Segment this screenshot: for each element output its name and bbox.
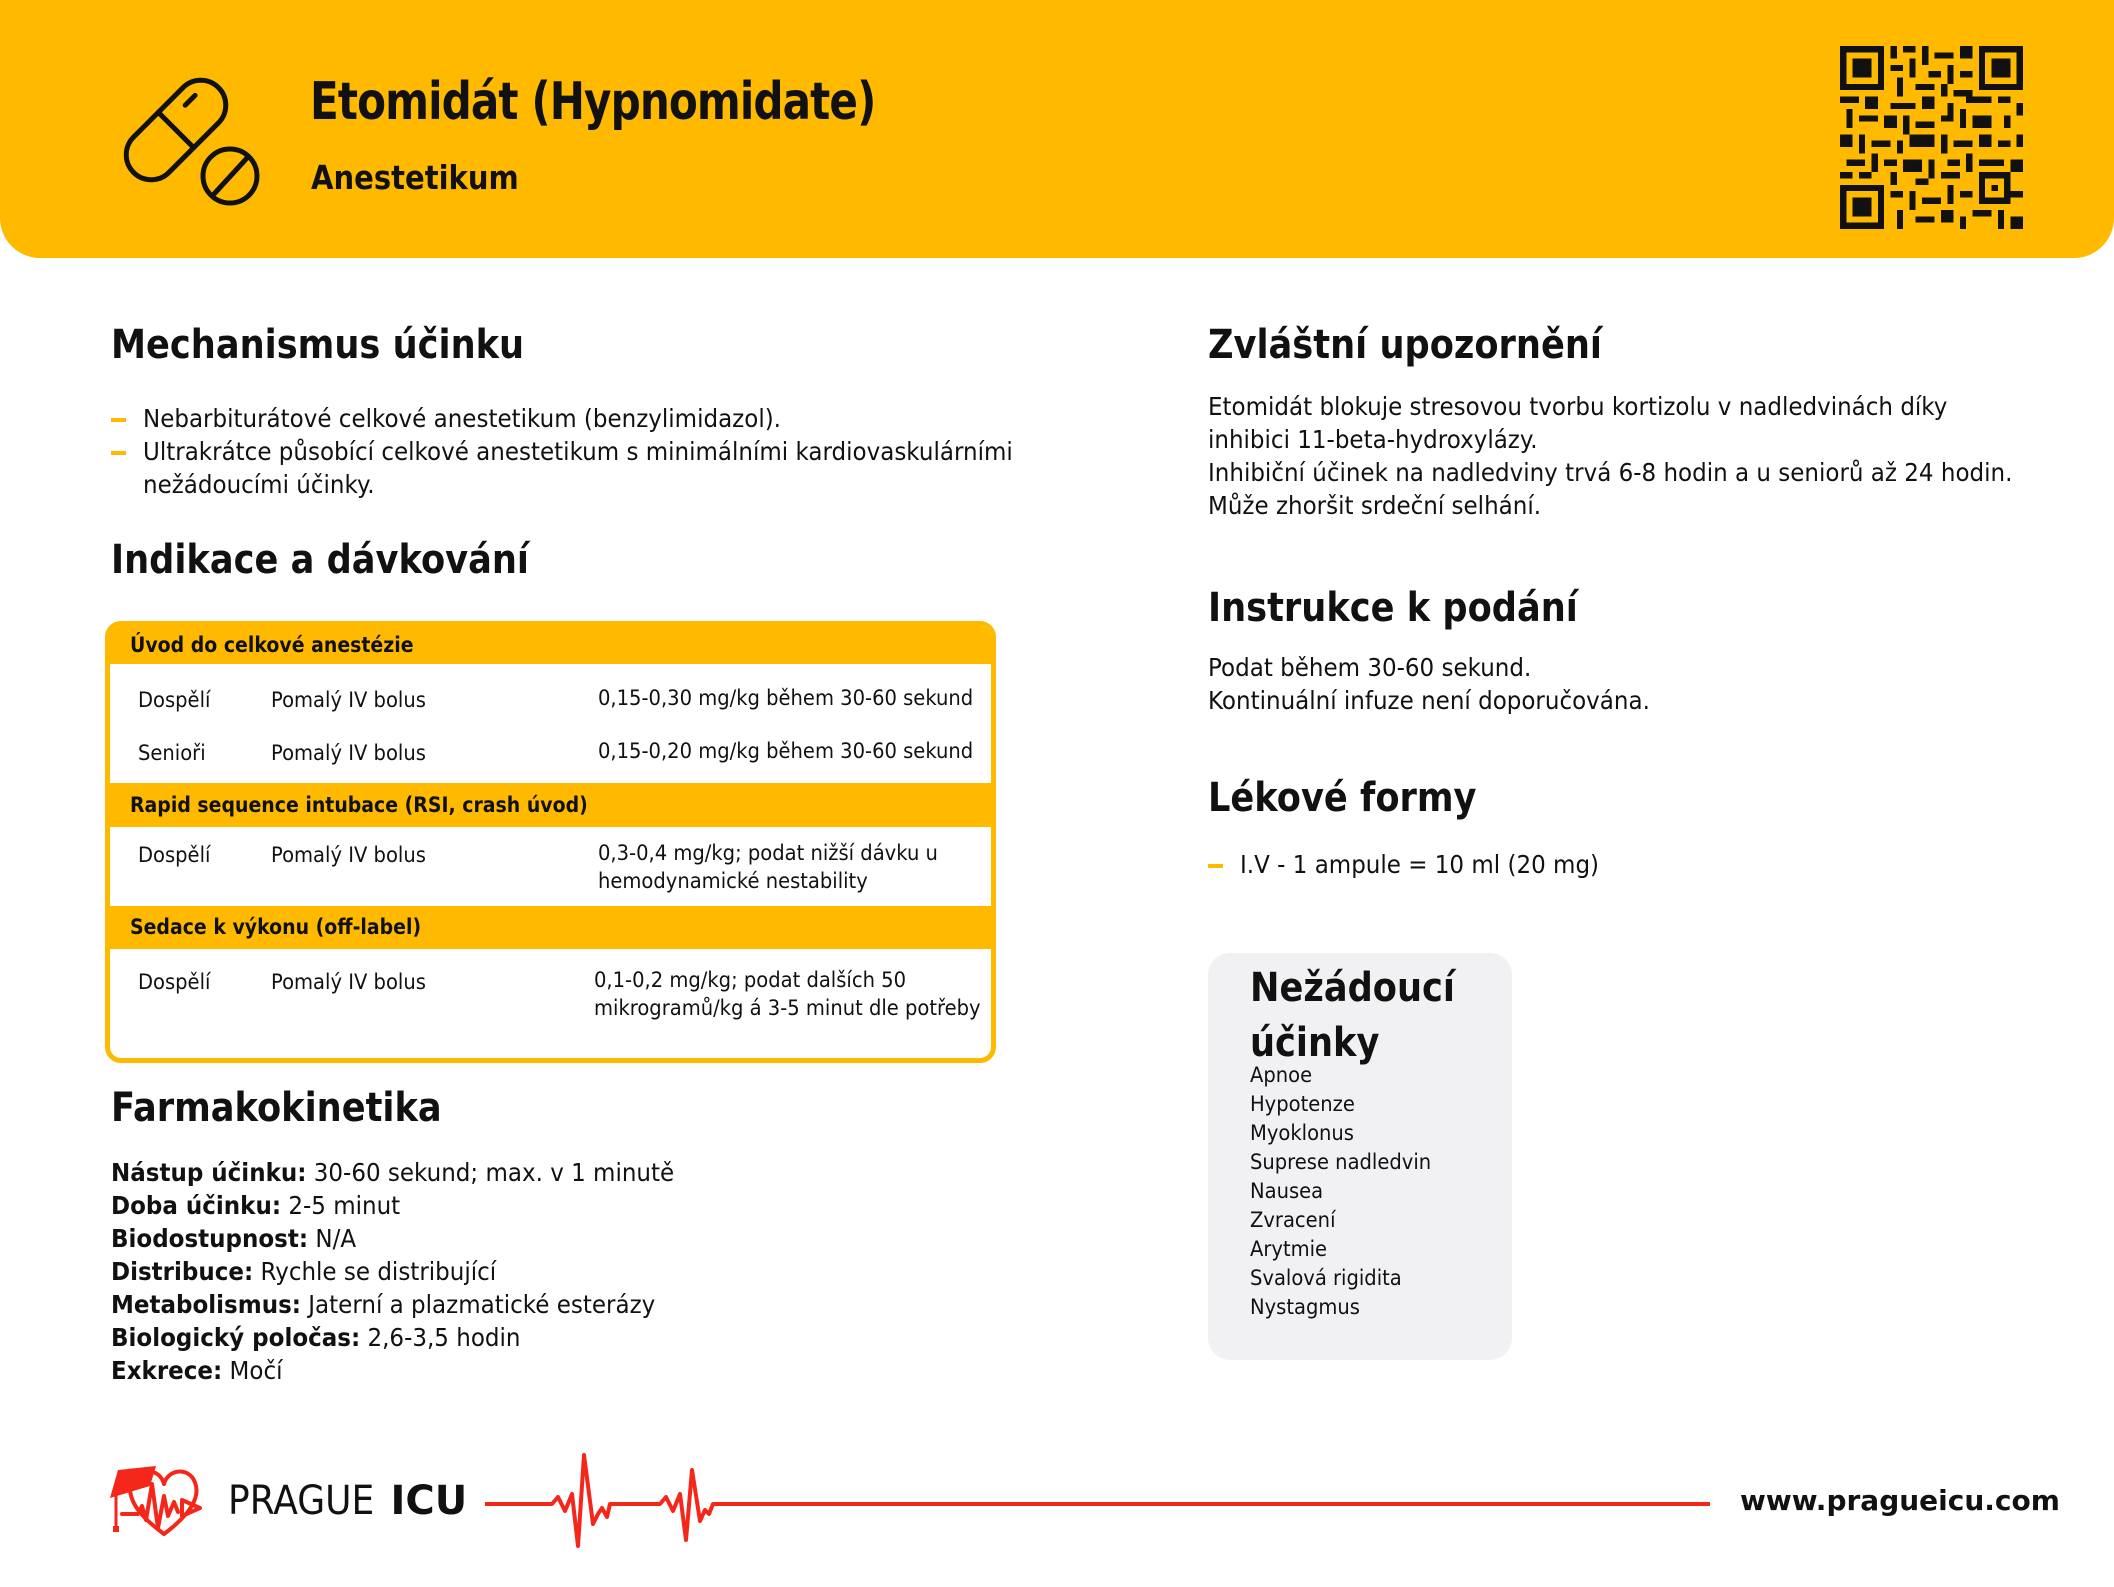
pk-row: Distribuce: Rychle se distribující (111, 1257, 497, 1286)
dose-population: Dospělí (138, 970, 211, 994)
warnings-heading: Zvláštní upozornění (1208, 322, 1602, 368)
adverse-effect-item: Nystagmus (1250, 1295, 1360, 1319)
brand-name: PRAGUEICU (228, 1478, 468, 1524)
dosing-table (105, 621, 996, 1063)
pk-row: Exkrece: Močí (111, 1356, 283, 1385)
dosing-group-header: Sedace k výkonu (off-label) (110, 906, 991, 949)
dose-value: 0,15-0,30 mg/kg během 30-60 sekund (598, 686, 974, 710)
dose-value: 0,3-0,4 mg/kg; podat nižší dávku u (598, 841, 938, 865)
adverse-effect-item: Zvracení (1250, 1208, 1336, 1232)
dose-value: 0,15-0,20 mg/kg během 30-60 sekund (598, 739, 974, 763)
mechanism-heading: Mechanismus účinku (111, 322, 525, 368)
pk-row: Nástup účinku: 30-60 sekund; max. v 1 minutě (111, 1158, 675, 1187)
forms-heading: Lékové formy (1208, 775, 1477, 821)
adverse-effects-list (1250, 1061, 1445, 1322)
drug-title: Etomidát (Hypnomidate) (310, 72, 876, 132)
dose-value: hemodynamické nestability (598, 869, 868, 893)
mechanism-item: Ultrakrátce působící celkové anestetikum s minimálními kardiovaskulárními nežádoucími účinky. (111, 435, 1088, 501)
qr-code-icon[interactable] (1840, 46, 2023, 229)
pharmacokinetics-list (111, 1156, 723, 1387)
adverse-effect-item: Apnoe (1250, 1063, 1313, 1087)
forms-list (1208, 848, 1630, 881)
dosing-heading: Indikace a dávkování (111, 537, 529, 583)
dose-route: Pomalý IV bolus (271, 843, 426, 867)
dose-population: Dospělí (138, 688, 211, 712)
pk-row: Metabolismus: Jaterní a plazmatické esterázy (111, 1290, 656, 1319)
dose-route: Pomalý IV bolus (271, 970, 426, 994)
adverse-effect-item: Suprese nadledvin (1250, 1150, 1432, 1174)
bullet-dash-icon (111, 418, 126, 422)
adverse-effects-heading: Nežádoucí účinky (1250, 965, 1455, 1066)
adverse-effects-panel (1208, 953, 1512, 1360)
administration-text: Podat během 30-60 sekund. Kontinuální infuze není doporučována. (1208, 653, 1650, 715)
dose-population: Senioři (138, 741, 206, 765)
prague-icu-logo-icon[interactable] (108, 1456, 214, 1546)
adverse-effect-item: Svalová rigidita (1250, 1266, 1402, 1290)
adverse-effect-item: Myoklonus (1250, 1121, 1354, 1145)
dosing-group-header: Úvod do celkové anestézie (110, 626, 991, 664)
dose-population: Dospělí (138, 843, 211, 867)
dose-value: 0,1-0,2 mg/kg; podat dalších 50 (594, 968, 907, 992)
dose-value: mikrogramů/kg á 3-5 minut dle potřeby (594, 996, 981, 1020)
bullet-dash-icon (111, 451, 126, 455)
adverse-effect-item: Nausea (1250, 1179, 1324, 1203)
adverse-effect-item: Arytmie (1250, 1237, 1328, 1261)
dosing-group-header: Rapid sequence intubace (RSI, crash úvod) (110, 783, 991, 827)
pk-row: Biodostupnost: N/A (111, 1224, 357, 1253)
forms-item: I.V - 1 ampule = 10 ml (20 mg) (1208, 848, 1630, 881)
ecg-line-icon (480, 1450, 1715, 1555)
website-link[interactable]: www.pragueicu.com (1740, 1484, 2060, 1517)
drug-class: Anestetikum (311, 158, 519, 197)
pk-row: Doba účinku: 2-5 minut (111, 1191, 401, 1220)
dose-route: Pomalý IV bolus (271, 741, 426, 765)
mechanism-item: Nebarbiturátové celkové anestetikum (benzylimidazol). (111, 402, 1088, 435)
pill-icon (118, 72, 264, 212)
bullet-dash-icon (1208, 864, 1223, 868)
header-banner (0, 0, 2114, 258)
warnings-text: Etomidát blokuje stresovou tvorbu kortizolu v nadledvinách díky inhibici 11-beta-hydroxylázy. Inhibiční účinek na nadledviny trvá 6-8 hodin a u seniorů až 24 hodin. Může zhoršit srdeční selhání. (1208, 392, 2013, 520)
mechanism-list (111, 402, 1088, 501)
adverse-effect-item: Hypotenze (1250, 1092, 1355, 1116)
pharmacokinetics-heading: Farmakokinetika (111, 1085, 442, 1131)
dose-route: Pomalý IV bolus (271, 688, 426, 712)
administration-heading: Instrukce k podání (1208, 585, 1578, 631)
pk-row: Biologický poločas: 2,6-3,5 hodin (111, 1323, 521, 1352)
